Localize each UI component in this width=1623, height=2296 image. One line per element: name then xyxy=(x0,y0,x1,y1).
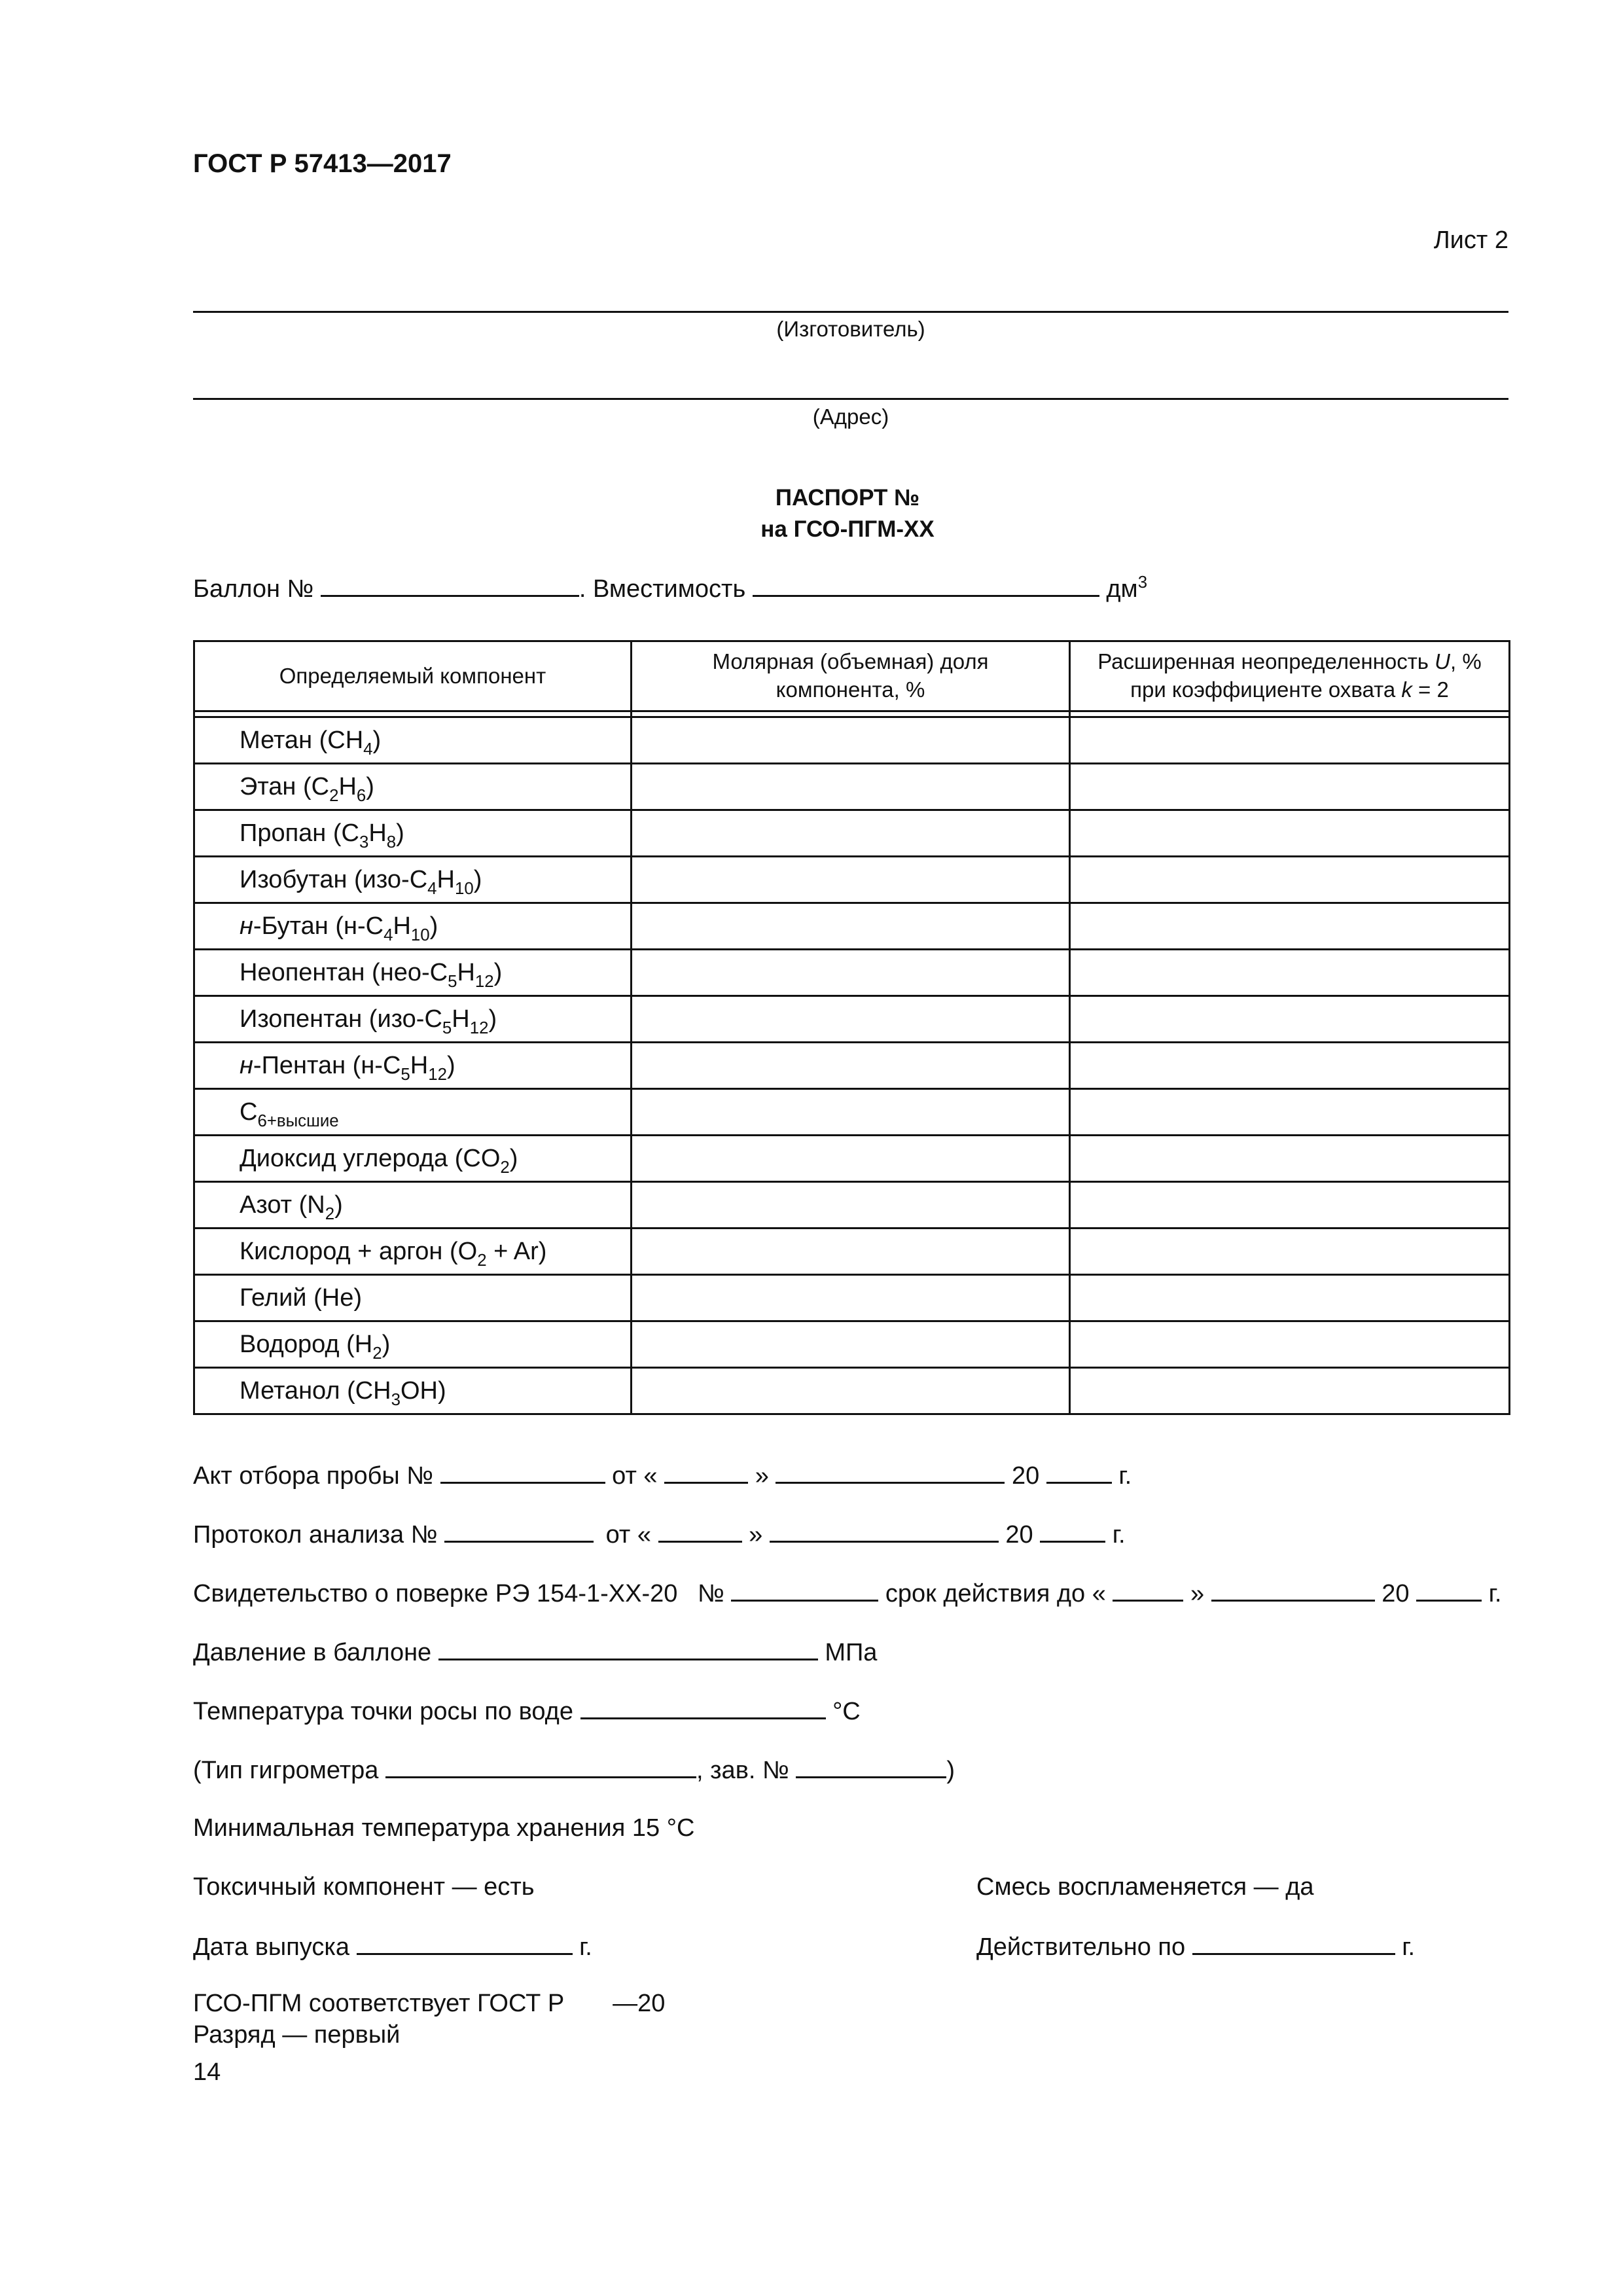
protocol-close-quote: » xyxy=(749,1521,763,1549)
capacity-unit: $дм^3$ xyxy=(1106,573,1148,603)
uncertainty-cell[interactable] xyxy=(1069,857,1509,903)
component-cell: Пропан $(C_3H_8)$ xyxy=(194,810,632,857)
table-row xyxy=(194,1182,1510,1229)
toxic-component: Токсичный компонент — есть xyxy=(193,1873,535,1901)
component-cell: Этан $(C_2H_6)$ xyxy=(194,764,632,810)
certificate-line xyxy=(193,1579,1501,1608)
cylinder-line xyxy=(193,574,1147,603)
maker-caption: (Изготовитель) xyxy=(776,317,925,341)
header-fraction: Молярная (объемная) доля компонента, % xyxy=(631,641,1069,711)
uncertainty-cell[interactable] xyxy=(1069,903,1509,950)
passport-title: ПАСПОРТ № xyxy=(775,485,920,511)
certificate-label: Свидетельство о поверке РЭ 154-1-ХХ-20 xyxy=(193,1580,678,1607)
valid-until-suffix: г. xyxy=(1402,1933,1416,1961)
component-cell: Диоксид углерода $(CO_2)$ xyxy=(194,1136,632,1182)
uncertainty-cell[interactable] xyxy=(1069,1089,1509,1136)
dewpoint-unit: °С xyxy=(832,1698,861,1725)
protocol-number-field[interactable] xyxy=(444,1520,594,1543)
sheet-number: Лист 2 xyxy=(1433,226,1508,254)
uncertainty-cell[interactable] xyxy=(1069,1368,1509,1414)
act-close-quote: » xyxy=(755,1462,769,1490)
act-number-field[interactable] xyxy=(440,1461,605,1484)
fraction-cell[interactable] xyxy=(631,1368,1069,1414)
hygrometer-serial-label: , зав. № xyxy=(696,1757,789,1784)
hygrometer-label: (Тип гигрометра xyxy=(193,1757,379,1784)
fraction-cell[interactable] xyxy=(631,996,1069,1043)
table-row xyxy=(194,1043,1510,1089)
table-row xyxy=(194,810,1510,857)
fraction-cell[interactable] xyxy=(631,1089,1069,1136)
uncertainty-cell[interactable] xyxy=(1069,1229,1509,1275)
fraction-cell[interactable] xyxy=(631,1043,1069,1089)
fraction-cell[interactable] xyxy=(631,1182,1069,1229)
certificate-year-prefix: 20 xyxy=(1382,1580,1410,1607)
hygrometer-line xyxy=(193,1755,955,1785)
certificate-year-field[interactable] xyxy=(1416,1579,1482,1602)
fraction-cell[interactable] xyxy=(631,764,1069,810)
passport-subtitle: на ГСО-ПГМ-ХХ xyxy=(760,516,935,542)
table-row xyxy=(194,764,1510,810)
valid-until-label: Действительно по xyxy=(976,1933,1186,1961)
pressure-unit: МПа xyxy=(825,1639,878,1666)
header-component: Определяемый компонент xyxy=(194,641,632,711)
fraction-cell[interactable] xyxy=(631,1229,1069,1275)
protocol-year-field[interactable] xyxy=(1040,1520,1105,1543)
header-uncertainty: Расширенная неопределенность U, % при коэффициенте охвата k = 2 xyxy=(1069,641,1509,711)
uncertainty-cell[interactable] xyxy=(1069,810,1509,857)
act-year-prefix: 20 xyxy=(1011,1462,1040,1490)
act-day-field[interactable] xyxy=(664,1461,748,1484)
table-row xyxy=(194,1275,1510,1321)
capacity-label: . Вместимость xyxy=(579,575,746,603)
cylinder-number-field[interactable] xyxy=(321,574,579,597)
release-date-line xyxy=(193,1932,592,1962)
compliance-statement: ГСО-ПГМ соответствует ГОСТ Р —20 xyxy=(193,1990,666,2017)
maker-line[interactable] xyxy=(193,311,1508,313)
flammable-mixture: Смесь воспламеняется — да xyxy=(976,1873,1314,1901)
uncertainty-cell[interactable] xyxy=(1069,950,1509,996)
act-month-field[interactable] xyxy=(776,1461,1005,1484)
component-cell: Изобутан $(изо-C_4H_{10})$ xyxy=(194,857,632,903)
table-row xyxy=(194,717,1510,764)
valid-until-line xyxy=(976,1932,1415,1962)
components-table xyxy=(193,640,1510,1415)
act-year-field[interactable] xyxy=(1046,1461,1112,1484)
standard-code: ГОСТ Р 57413—2017 xyxy=(193,149,452,178)
fraction-cell[interactable] xyxy=(631,1275,1069,1321)
pressure-field[interactable] xyxy=(438,1638,818,1660)
page-number: 14 xyxy=(193,2058,221,2086)
protocol-day-field[interactable] xyxy=(658,1520,742,1543)
dewpoint-field[interactable] xyxy=(580,1696,826,1719)
fraction-cell[interactable] xyxy=(631,717,1069,764)
capacity-field[interactable] xyxy=(753,574,1099,597)
fraction-cell[interactable] xyxy=(631,810,1069,857)
protocol-label: Протокол анализа № xyxy=(193,1521,438,1549)
fraction-cell[interactable] xyxy=(631,950,1069,996)
certificate-day-field[interactable] xyxy=(1113,1579,1183,1602)
min-temperature: Минимальная температура хранения 15 °С xyxy=(193,1814,695,1842)
uncertainty-cell[interactable] xyxy=(1069,1182,1509,1229)
cylinder-label: Баллон № xyxy=(193,575,314,603)
certificate-month-field[interactable] xyxy=(1211,1579,1375,1602)
release-date-suffix: г. xyxy=(579,1933,592,1961)
certificate-valid: срок действия до « xyxy=(885,1580,1106,1607)
table-row xyxy=(194,1368,1510,1414)
certificate-close-quote: » xyxy=(1190,1580,1205,1607)
address-line[interactable] xyxy=(193,398,1508,400)
uncertainty-cell[interactable] xyxy=(1069,717,1509,764)
hygrometer-serial-field[interactable] xyxy=(796,1755,946,1778)
table-row xyxy=(194,1136,1510,1182)
act-label: Акт отбора пробы № xyxy=(193,1462,434,1490)
act-year-suffix: г. xyxy=(1118,1462,1132,1490)
uncertainty-cell[interactable] xyxy=(1069,1136,1509,1182)
component-cell: $C_{6+высшие}$ xyxy=(194,1089,632,1136)
hygrometer-type-field[interactable] xyxy=(385,1755,696,1778)
component-cell: Гелий (He) xyxy=(194,1275,632,1321)
fraction-cell[interactable] xyxy=(631,1136,1069,1182)
table-row xyxy=(194,857,1510,903)
certificate-number-field[interactable] xyxy=(731,1579,878,1602)
fraction-cell[interactable] xyxy=(631,857,1069,903)
act-from: от « xyxy=(612,1462,658,1490)
component-cell: Неопентан $(нео-C_5H_{12})$ xyxy=(194,950,632,996)
component-cell: Изопентан $(изо-C_5H_{12})$ xyxy=(194,996,632,1043)
component-cell: Водород $(H_2)$ xyxy=(194,1321,632,1368)
release-date-field[interactable] xyxy=(357,1932,573,1955)
protocol-line xyxy=(193,1520,1126,1549)
dewpoint-line xyxy=(193,1696,861,1726)
component-cell: н-Бутан $(н-C_4H_{10})$ xyxy=(194,903,632,950)
valid-until-field[interactable] xyxy=(1192,1932,1395,1955)
hygrometer-close: ) xyxy=(946,1757,955,1784)
table-row xyxy=(194,1229,1510,1275)
act-line xyxy=(193,1461,1132,1490)
component-cell: Метан $(CH_4)$ xyxy=(194,717,632,764)
release-date-label: Дата выпуска xyxy=(193,1933,349,1961)
table-row xyxy=(194,996,1510,1043)
table-row xyxy=(194,1089,1510,1136)
protocol-year-suffix: г. xyxy=(1112,1521,1126,1549)
certificate-year-suffix: г. xyxy=(1488,1580,1502,1607)
grade-statement: Разряд — первый xyxy=(193,2021,401,2049)
component-cell: Метанол $(CH_3OH)$ xyxy=(194,1368,632,1414)
fraction-cell[interactable] xyxy=(631,903,1069,950)
certificate-no: № xyxy=(698,1580,724,1607)
uncertainty-cell[interactable] xyxy=(1069,1043,1509,1089)
uncertainty-cell[interactable] xyxy=(1069,996,1509,1043)
table-row xyxy=(194,1321,1510,1368)
uncertainty-cell[interactable] xyxy=(1069,1321,1509,1368)
fraction-cell[interactable] xyxy=(631,1321,1069,1368)
table-row xyxy=(194,903,1510,950)
component-cell: Кислород + аргон $(O_2 + Ar)$ xyxy=(194,1229,632,1275)
uncertainty-cell[interactable] xyxy=(1069,1275,1509,1321)
protocol-month-field[interactable] xyxy=(770,1520,999,1543)
dewpoint-label: Температура точки росы по воде xyxy=(193,1698,573,1725)
uncertainty-cell[interactable] xyxy=(1069,764,1509,810)
component-cell: н-Пентан $(н-C_5H_{12})$ xyxy=(194,1043,632,1089)
protocol-from: от « xyxy=(605,1521,651,1549)
component-cell: Азот $(N_2)$ xyxy=(194,1182,632,1229)
pressure-label: Давление в баллоне xyxy=(193,1639,432,1666)
pressure-line xyxy=(193,1638,877,1667)
protocol-year-prefix: 20 xyxy=(1005,1521,1033,1549)
table-row xyxy=(194,950,1510,996)
address-caption: (Адрес) xyxy=(812,404,889,429)
